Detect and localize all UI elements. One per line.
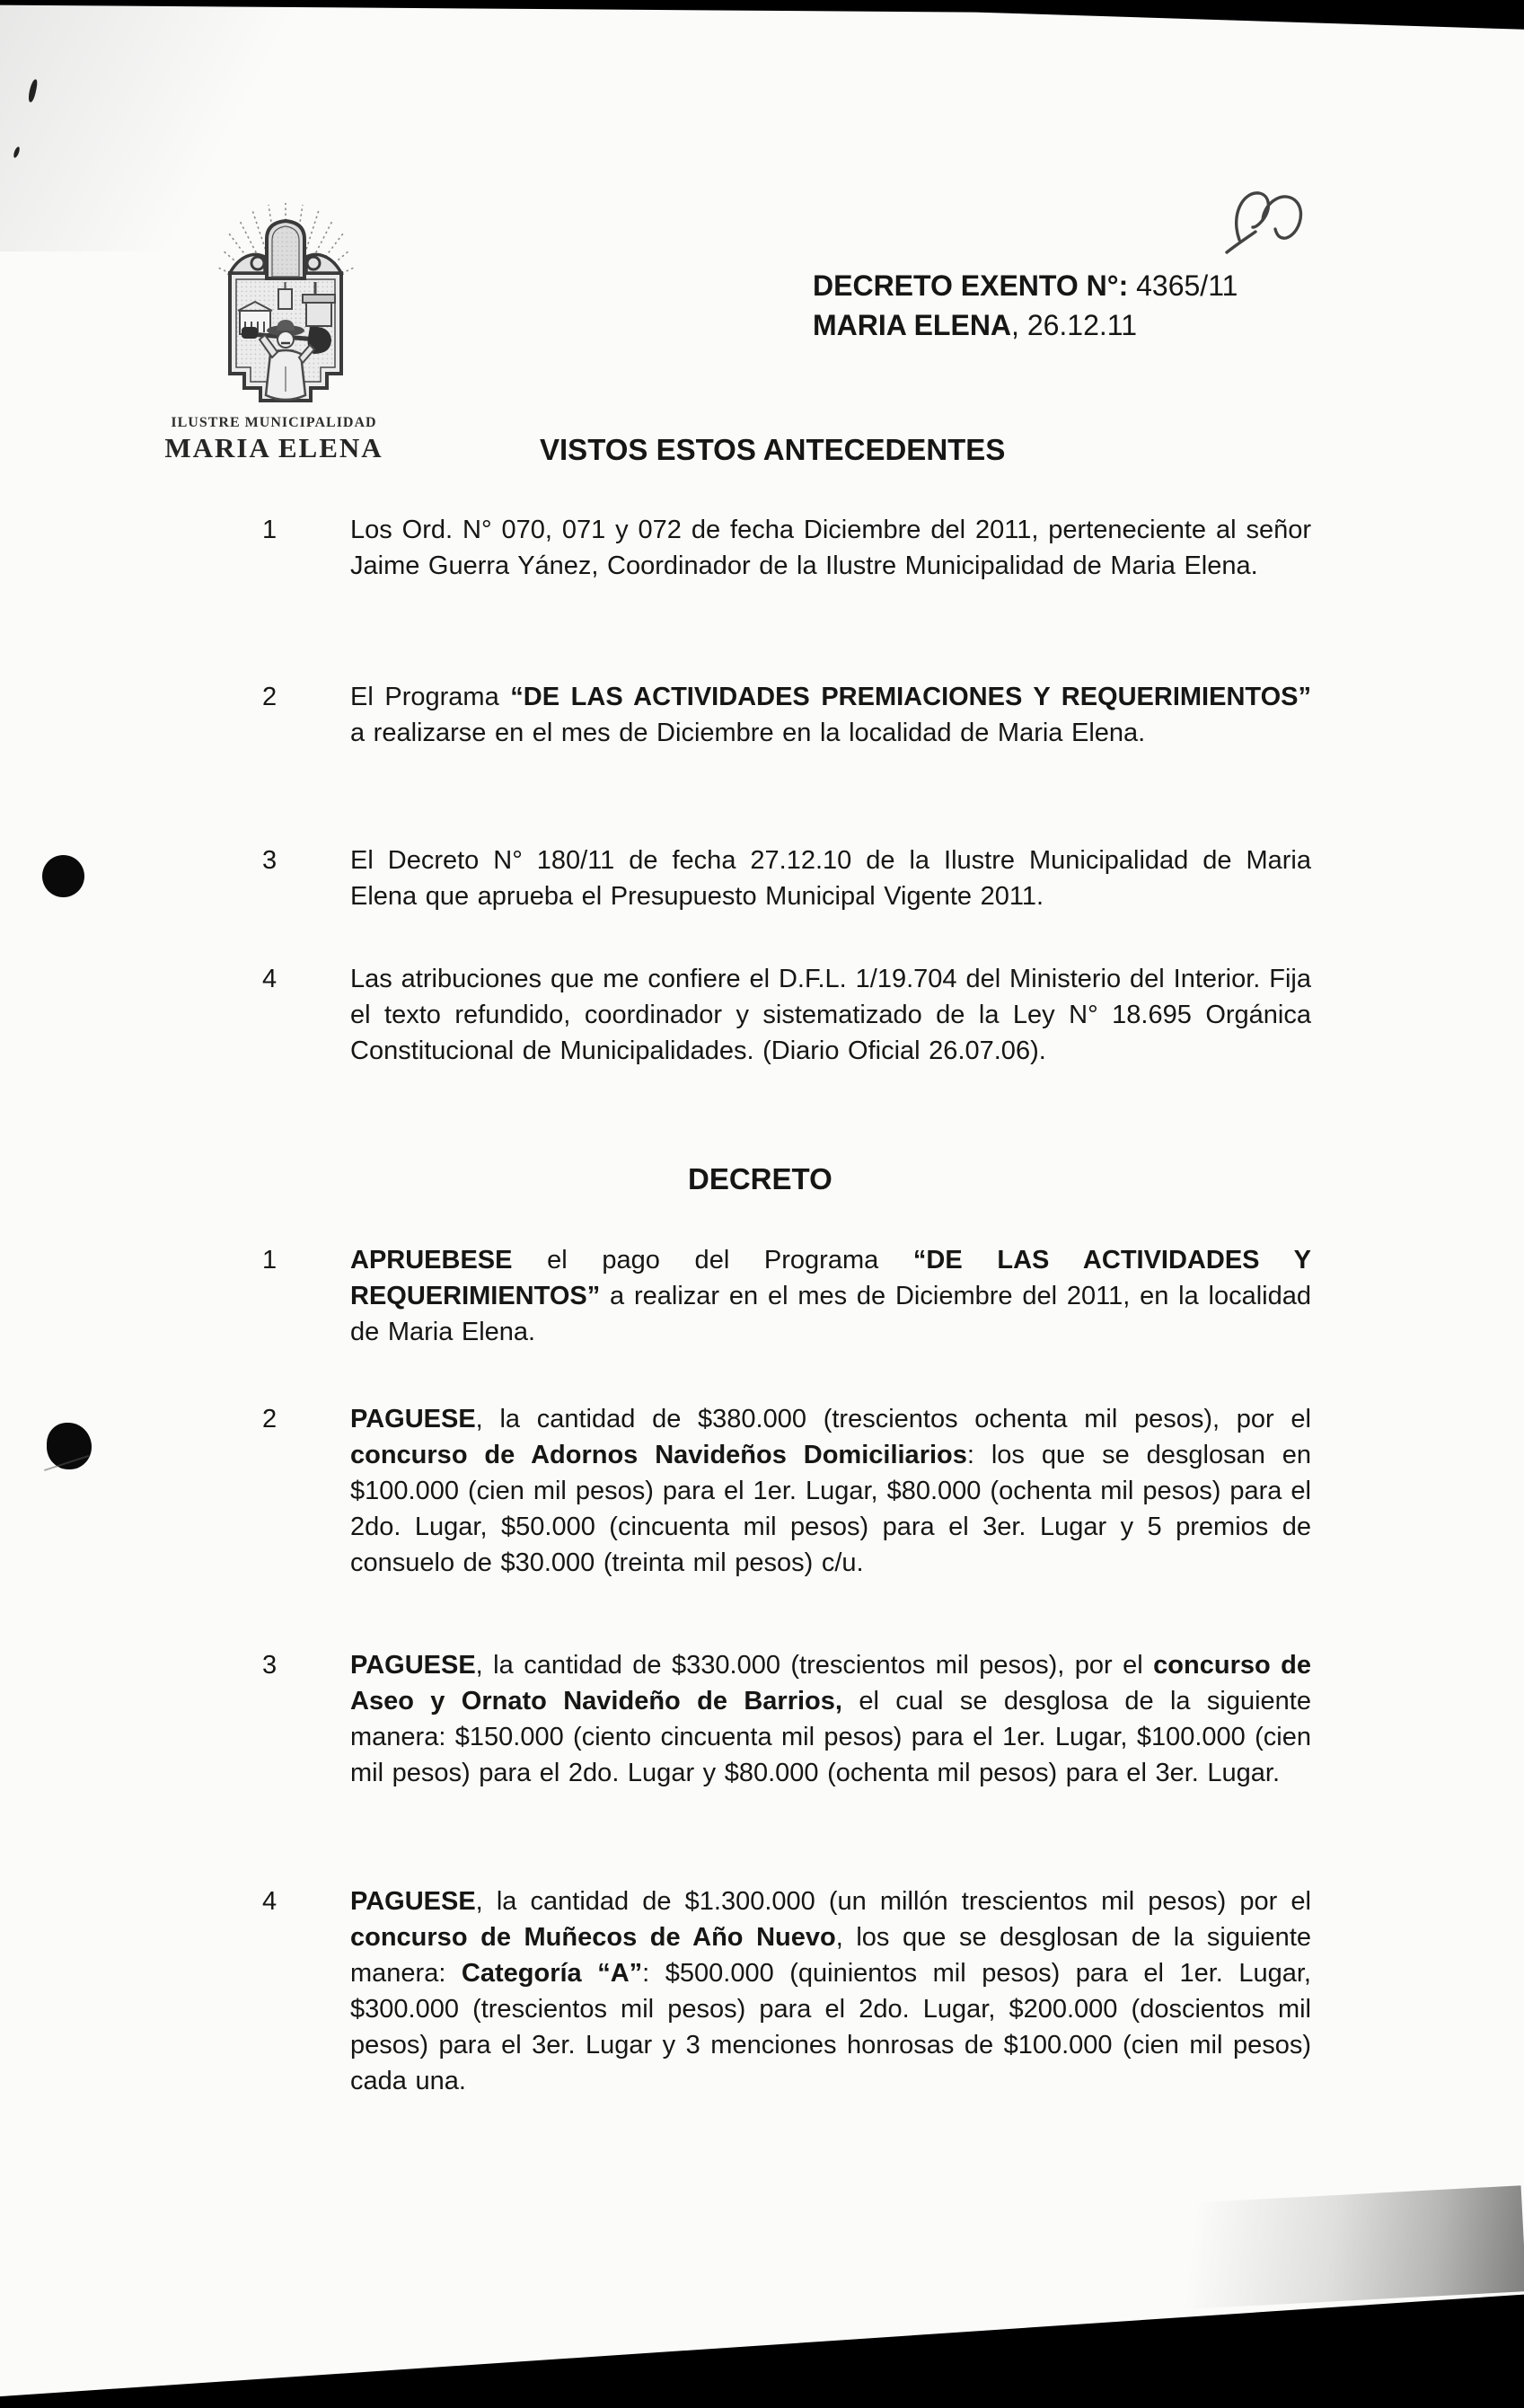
decreto-item-4 (262, 1883, 1313, 2099)
item-text: APRUEBESE el pago del Programa “DE LAS ACTIVIDADES Y REQUERIMIENTOS” a realizar en el mes de Diciembre del 2011, en la localidad de Maria Elena. (350, 1246, 1311, 1346)
decreto-item-3 (262, 1647, 1313, 1791)
vistos-item-1 (262, 512, 1313, 584)
vistos-item-4 (262, 961, 1313, 1069)
item-number: 2 (262, 1405, 277, 1433)
item-text: PAGUESE, la cantidad de $1.300.000 (un millón trescientos mil pesos) por el concurso de Muñecos de Año Nuevo, los que se desglosan de la siguiente manera: Categoría “A”: $500.000 (quinientos mil pesos) para el 1er. Lugar, $300.000 (trescientos mil pesos) para el 2do. Lugar, $200.000 (doscientos mil pesos) para el 3er. Lugar y 3 menciones honrosas de $100.000 (cien mil pesos) cada una. (350, 1887, 1311, 2095)
item-number: 1 (262, 1246, 277, 1275)
decree-place-date-line: MARIA ELENA, 26.12.11 (813, 309, 1137, 341)
seal-org-label: ILUSTRE MUNICIPALIDAD (171, 415, 377, 430)
item-number: 3 (262, 846, 277, 875)
vistos-item-2 (262, 679, 1313, 751)
municipal-seal-icon (209, 196, 364, 413)
item-text: El Programa “DE LAS ACTIVIDADES PREMIACIONES Y REQUERIMIENTOS” a realizarse en el mes de Diciembre en la localidad de Maria Elena. (350, 683, 1311, 747)
scan-smudge-bottom-right (1012, 2185, 1524, 2318)
item-number: 4 (262, 965, 277, 993)
item-text: PAGUESE, la cantidad de $380.000 (trescientos ochenta mil pesos), por el concurso de Adornos Navideños Domiciliarios: los que se desglosan en $100.000 (cien mil pesos) para el 1er. Lugar, $80.000 (ochenta mil pesos) para el 2do. Lugar, $50.000 (cincuenta mil pesos) para el 3er. Lugar y 5 premios de consuelo de $30.000 (treinta mil pesos) c/u. (350, 1405, 1311, 1577)
item-text: Las atribuciones que me confiere el D.F.L. 1/19.704 del Ministerio del Interior. Fija el texto refundido, coordinador y sistematizado de la Ley N° 18.695 Orgánica Constitucional de Municipalidades. (Diario Oficial 26.07.06). (350, 965, 1311, 1065)
decree-header (813, 266, 1238, 345)
item-text: PAGUESE, la cantidad de $330.000 (trescientos mil pesos), por el concurso de Aseo y Ornato Navideño de Barrios, el cual se desglosa de la siguiente manera: $150.000 (ciento cincuenta mil pesos) para el 1er. Lugar, $100.000 (cien mil pesos) para el 2do. Lugar y $80.000 (ochenta mil pesos) para el 3er. Lugar. (350, 1651, 1311, 1787)
scanner-edge-bottom (0, 2292, 1524, 2408)
seal-caption (108, 415, 440, 464)
hole-punch-mark (42, 855, 84, 897)
section-heading-decreto: DECRETO (688, 1162, 832, 1195)
item-number: 1 (262, 516, 277, 544)
seal-city-label: MARIA ELENA (164, 432, 383, 463)
section-heading-vistos: VISTOS ESTOS ANTECEDENTES (540, 433, 1006, 466)
item-text: Los Ord. N° 070, 071 y 072 de fecha Diciembre del 2011, perteneciente al señor Jaime Guerra Yánez, Coordinador de la Ilustre Municipalidad de Maria Elena. (350, 516, 1311, 580)
item-number: 2 (262, 683, 277, 711)
item-text: El Decreto N° 180/11 de fecha 27.12.10 de la Ilustre Municipalidad de Maria Elena que aprueba el Presupuesto Municipal Vigente 2011. (350, 846, 1311, 911)
decree-number-line: DECRETO EXENTO N°: 4365/11 (813, 269, 1238, 302)
decreto-item-2 (262, 1401, 1313, 1581)
decreto-item-1 (262, 1242, 1313, 1350)
item-number: 4 (262, 1887, 277, 1916)
vistos-item-3 (262, 842, 1313, 914)
item-number: 3 (262, 1651, 277, 1680)
handwritten-scribble-icon (1223, 182, 1313, 260)
